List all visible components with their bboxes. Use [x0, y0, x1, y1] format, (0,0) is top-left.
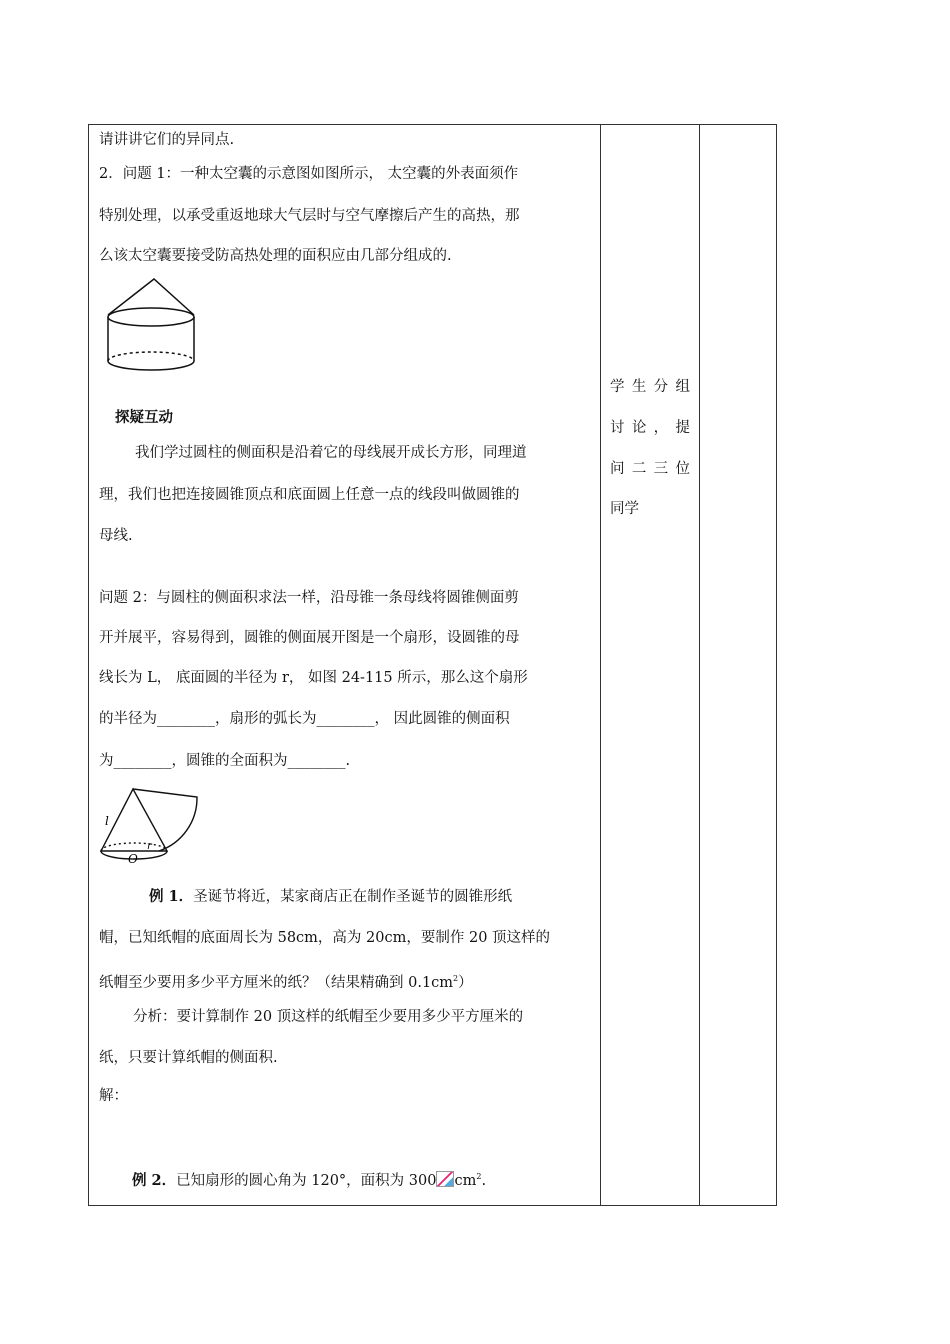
side-line-3: 问 二 三 位 — [610, 461, 690, 477]
question2-line5: 为________，圆锥的全面积为________. — [99, 753, 351, 769]
label-l: l — [105, 814, 109, 828]
side-line-1: 学 生 分 组 — [610, 379, 690, 395]
paragraph1-line2: 理，我们也把连接圆锥顶点和底面圆上任意一点的线段叫做圆锥的 — [99, 487, 520, 503]
side-line-4: 同学 — [610, 501, 639, 517]
analysis-line1: 分析：要计算制作 20 顶这样的纸帽至少要用多少平方厘米的 — [133, 1009, 524, 1025]
main-content-cell — [89, 125, 601, 1205]
cone-net-figure — [97, 781, 205, 865]
example1-line2: 帽，已知纸帽的底面周长为 58cm，高为 20cm，要制作 20 顶这样的 — [99, 930, 551, 946]
section-title: 探疑互动 — [115, 410, 173, 426]
example2-line: 例 2．已知扇形的圆心角为 120°，面积为 300 $cm^2$. — [132, 1171, 487, 1189]
text-line: 请讲讲它们的异同点. — [99, 132, 235, 148]
broken-image-icon — [436, 1171, 454, 1187]
side-line-2: 讨 论 ， 提 — [610, 420, 690, 436]
question1-line3: 么该太空囊要接受防高热处理的面积应由几部分组成的. — [99, 248, 452, 264]
example1-line3: 纸帽至少要用多少平方厘米的纸？（结果精确到 $0.1cm^2$） — [99, 974, 473, 991]
space-capsule-figure — [104, 275, 200, 377]
question2-line3: 线长为 L， 底面圆的半径为 r， 如图 24-115 所示，那么这个扇形 — [99, 670, 528, 686]
paragraph1-line3: 母线. — [99, 528, 133, 544]
question1-line1: 2．问题 1：一种太空囊的示意图如图所示， 太空囊的外表面须作 — [99, 166, 519, 182]
lesson-table — [88, 124, 777, 1206]
label-o: O — [128, 852, 138, 865]
question2-line1: 问题 2：与圆柱的侧面积求法一样，沿母锥一条母线将圆锥侧面剪 — [99, 590, 519, 606]
question2-line2: 开并展平，容易得到，圆锥的侧面展开图是一个扇形，设圆锥的母 — [99, 630, 520, 646]
question2-line4: 的半径为________，扇形的弧长为________， 因此圆锥的侧面积 — [99, 711, 510, 727]
column-divider-2 — [699, 125, 700, 1205]
example1-line1: 例 1．圣诞节将近，某家商店正在制作圣诞节的圆锥形纸 — [149, 888, 513, 905]
solution-label: 解： — [99, 1088, 128, 1104]
analysis-line2: 纸，只要计算纸帽的侧面积. — [99, 1050, 278, 1066]
label-r: r — [147, 841, 152, 852]
question1-line2: 特别处理，以承受重返地球大气层时与空气摩擦后产生的高热，那 — [99, 208, 520, 224]
paragraph1-line1: 我们学过圆柱的侧面积是沿着它的母线展开成长方形，同理道 — [135, 445, 527, 461]
